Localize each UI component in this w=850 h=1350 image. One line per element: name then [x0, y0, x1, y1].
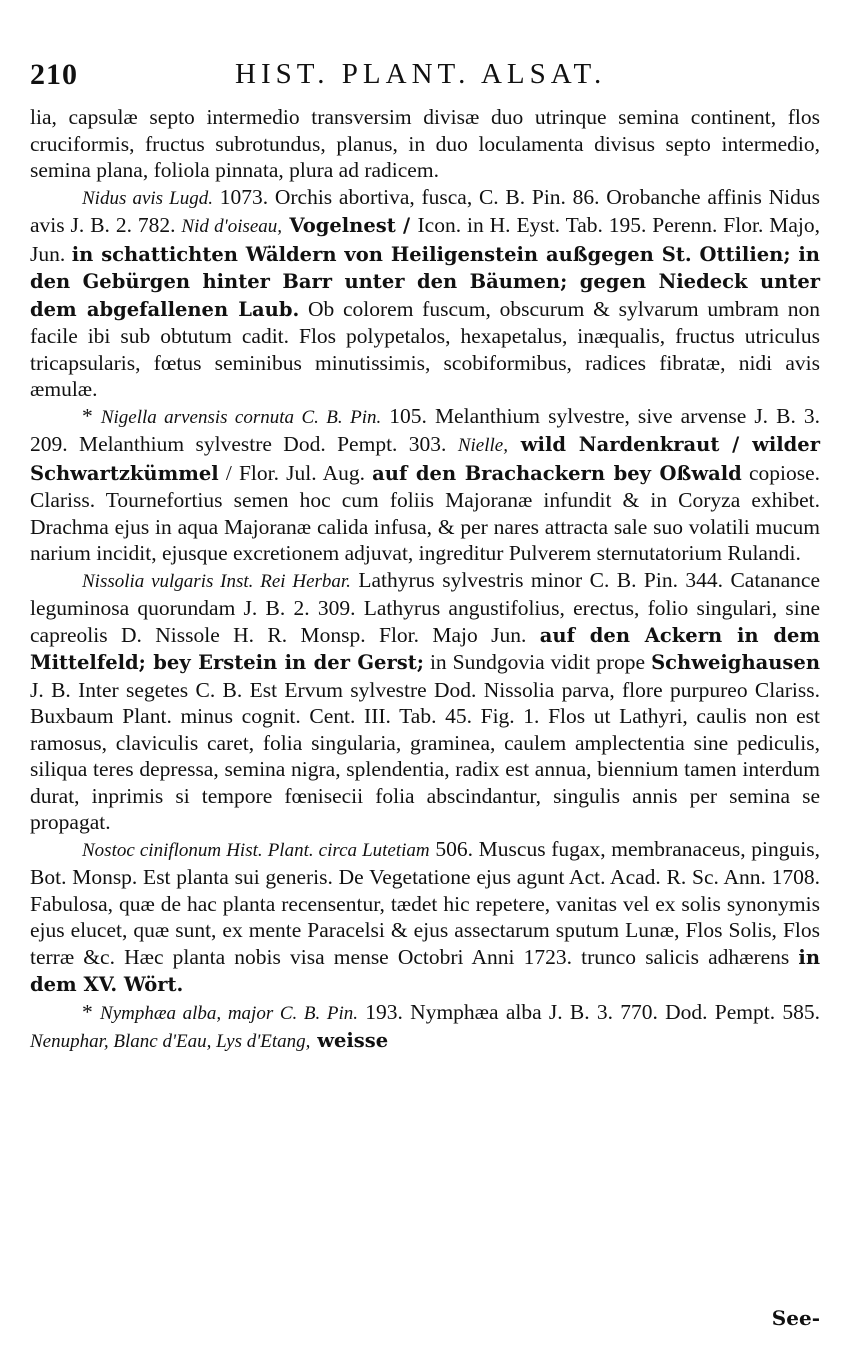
roman-text: lia, capsulæ septo intermedio transversim divisæ duo utrinque semina continent, flos cruciformis, fructus subrotundus, planus, in duo loculamenta divisus septo intermedio, semina plana, foliola pinnata, plura ad radicem.: [30, 105, 820, 182]
roman-text: 193. Nymphæa alba J. B. 3. 770. Dod. Pempt. 585.: [358, 999, 821, 1024]
roman-text: 1073. Orchis abortiva, fusca, C. B. Pin. 86. Orobanche affinis Nidus avis J. B. 2. 782.: [30, 184, 820, 237]
italic-text: Nissolia vulgaris Inst. Rei Herbar.: [82, 570, 351, 592]
entry-nigella: [30, 403, 820, 567]
german-blackletter-text: Schweighausen: [651, 651, 820, 674]
roman-text: 506. Muscus fugax, membranaceus, pinguis, Bot. Monsp. Est planta sui generis. De Vegetatione ejus agunt Act. Acad. R. Sc. Ann. 1708. Fabulosa, quæ de hac planta recensentur, tædet hic repetere, vanitas vel ex solis synonymis ejus elucet, quæ sunt, ex mente Paracelsi & ejus assectarum sputum Lunæ, Flos Solis, Flos terræ &c. Hæc planta nobis visa mense Octobri Anni 1723. trunco salicis adhærens: [30, 836, 820, 969]
italic-text: Nidus avis Lugd.: [82, 187, 213, 209]
italic-text: Nigella arvensis cornuta C. B. Pin.: [100, 406, 382, 428]
roman-text: in Sundgovia vidit prope: [423, 650, 652, 674]
italic-text: Nymphæa alba, major C. B. Pin.: [100, 1002, 359, 1024]
catchword: See-: [771, 1306, 820, 1330]
entry-nymphaea: [30, 999, 820, 1056]
roman-text: Ob colorem fuscum, obscurum & sylvarum umbram non facile ibi sub obtutum cadit. Flos polypetalos, hexapetalus, inæqualis, fructus utriculus tricapsularis, fœtus seminibus minutissimis, scobiformibus, radices fibratæ, nidi avis æmulæ.: [30, 296, 820, 401]
german-blackletter-text: wild Nardenkraut / wilder Schwartzkümmel: [30, 433, 820, 485]
roman-text: *: [82, 999, 101, 1024]
german-blackletter-text: in schattichten Wäldern von Heiligenstein außgegen St. Ottilien; in den Gebürgen hinter Barr unter den Bäumen; gegen Niedeck unter dem abgefallenen Laub.: [30, 242, 820, 321]
entry-continuation: [30, 104, 820, 184]
entry-nissolia: [30, 567, 820, 836]
roman-text: Icon. in H. Eyst. Tab. 195. Perenn. Flor. Majo, Jun.: [30, 213, 820, 266]
page-number: 210: [30, 58, 78, 91]
roman-text: / Flor. Jul. Aug.: [218, 460, 373, 485]
running-title: HIST. PLANT. ALSAT.: [235, 58, 607, 90]
entry-nostoc: [30, 836, 820, 999]
page-header: [30, 58, 820, 90]
roman-text: Lathyrus sylvestris minor C. B. Pin. 344. Catanance leguminosa quorundam J. B. 2. 309. Lathyrus angustifolius, erectus, folio singulari, sine capreolis D. Nissole H. R. Monsp. Flor. Majo Jun.: [30, 567, 820, 647]
page-body: [30, 104, 820, 1056]
italic-text: Nielle,: [457, 435, 508, 456]
italic-text: Nenuphar, Blanc d'Eau, Lys d'Etang,: [30, 1031, 311, 1052]
german-blackletter-text: in dem XV. Wört.: [30, 945, 820, 996]
italic-text: Nid d'oiseau,: [181, 216, 283, 237]
german-blackletter-text: auf den Ackern in dem Mittelfeld; bey Erstein in der Gerst;: [30, 623, 820, 674]
italic-text: Nostoc ciniflonum Hist. Plant. circa Lutetiam: [82, 839, 430, 861]
roman-text: copiose. Clariss. Tournefortius semen hoc cum foliis Majoranæ infundit & in Coryza exhibet. Drachma ejus in aqua Majoranæ calida infusa, & per nares attracta sale suo volatili mucum narium incidit, ejusque excretionem adjuvat, ingreditur Pulverem sternutatorium Rulandi.: [30, 460, 821, 565]
german-blackletter-text: Vogelnest /: [282, 214, 418, 237]
german-blackletter-text: weisse: [310, 1029, 389, 1052]
roman-text: *: [82, 403, 101, 428]
roman-text: 105. Melanthium sylvestre, sive arvense J. B. 3. 209. Melanthium sylvestre Dod. Pempt. 303.: [30, 403, 820, 456]
german-blackletter-text: auf den Brachackern bey Oßwald: [372, 461, 742, 485]
roman-text: J. B. Inter segetes C. B. Est Ervum sylvestre Dod. Nissolia parva, flore purpureo Clariss. Buxbaum Plant. minus cognit. Cent. III. Tab. 45. Fig. 1. Flos ut Lathyri, caulis non est ramosus, claviculis caret, folia singularia, graminea, caulem amplectentia sine pediculis, siliqua teres depressa, semina nigra, splendentia, radix est annua, biennium tamen interdum durat, inprimis si tempore fœnisecii folia abscindantur, singulis annis per semina se propagat.: [30, 677, 820, 834]
entry-nidus-avis: [30, 184, 820, 403]
